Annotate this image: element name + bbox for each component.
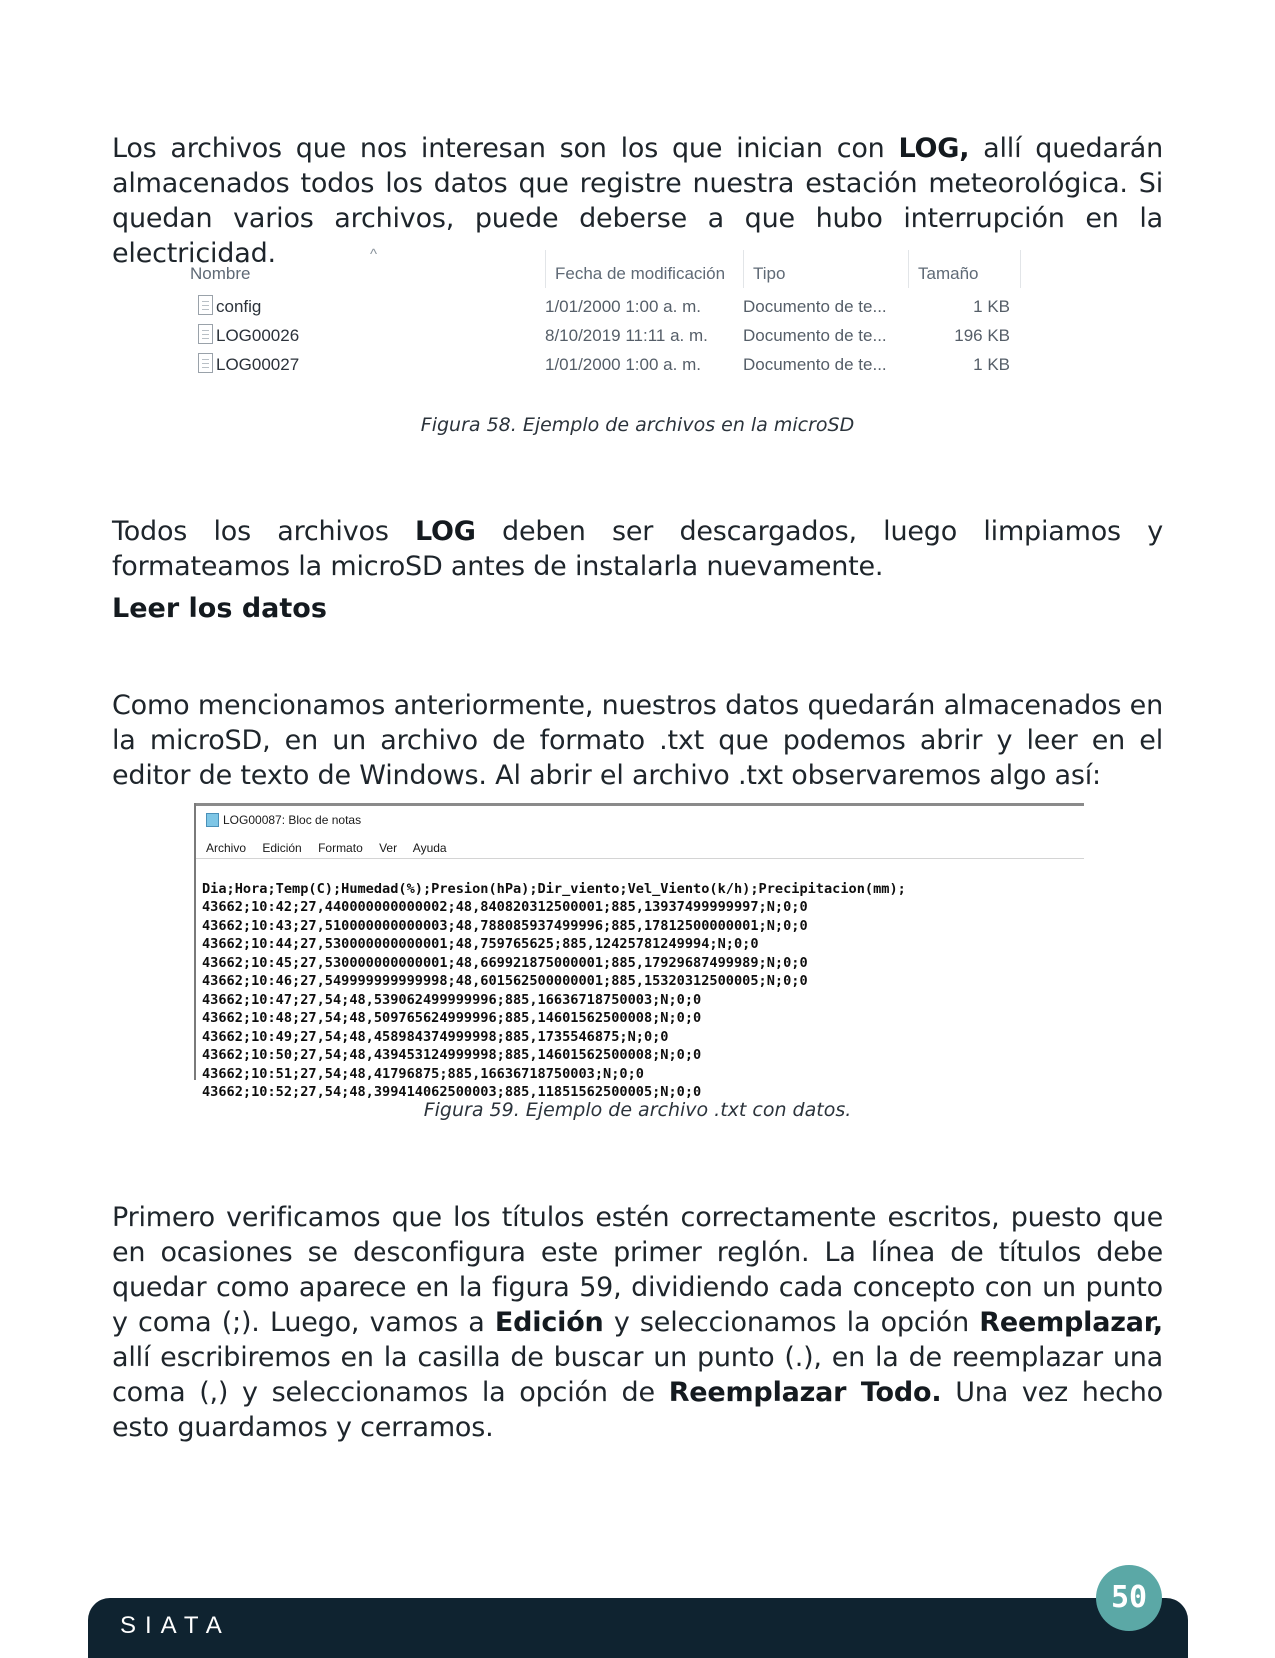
- bold-log: LOG,: [898, 133, 970, 164]
- text-file-icon: [198, 324, 213, 344]
- file-row[interactable]: [190, 350, 1070, 380]
- text-line: Dia;Hora;Temp(C);Humedad(%);Presion(hPa);Dir_viento;Vel_Viento(k/h);Precipitacion(mm);: [202, 880, 906, 897]
- file-explorer-figure: [190, 246, 1070, 400]
- file-size: 1 KB: [973, 297, 1010, 316]
- menu-ver[interactable]: Ver: [379, 841, 398, 855]
- column-divider: [1020, 250, 1021, 288]
- text-line: 43662;10:50;27,54;48,439453124999998;885,14601562500008;N;0;0: [202, 1047, 702, 1063]
- text: Los archivos que nos interesan son los que inician con: [112, 133, 899, 164]
- text-line: 43662;10:45;27,530000000000001;48,669921875000001;885,17929687499989;N;0;0: [202, 954, 808, 971]
- bold-log: LOG: [415, 516, 476, 547]
- file-row[interactable]: [190, 321, 1070, 351]
- figure-58-caption: Figura 58. Ejemplo de archivos en la microSD: [420, 414, 855, 436]
- figure-59-caption: Figura 59. Ejemplo de archivo .txt con datos.: [423, 1099, 852, 1121]
- text: Una vez hecho esto guardamos y cerramos.: [112, 1377, 1163, 1443]
- text: allí escribiremos en la casilla de buscar un punto (.), en la de reemplazar una coma (,) y seleccionamos la opción de: [112, 1342, 1163, 1408]
- notepad-window-figure: [194, 803, 1084, 1100]
- bold-edicion: Edición: [494, 1307, 604, 1338]
- file-size: 196 KB: [954, 326, 1010, 345]
- text: Primero verificamos que los títulos estén correctamente escritos, puesto que en ocasiones se desconfigura este primer reglón. La línea de títulos debe quedar como aparece en la figura 59, dividiendo cada concepto con un punto y coma (;). Luego, vamos a: [112, 1202, 1163, 1338]
- file-date: 1/01/2000 1:00 a. m.: [545, 355, 701, 374]
- text-line: 43662;10:42;27,440000000000002;48,840820312500001;885,13937499999997;N;0;0: [202, 899, 808, 915]
- file-type: Documento de te...: [743, 326, 887, 345]
- column-header-name[interactable]: Nombre: [190, 264, 251, 283]
- text-line: 43662;10:48;27,54;48,509765624999996;885,14601562500008;N;0;0: [202, 1010, 702, 1026]
- text: deben ser descargados, luego limpiamos y formateamos la microSD antes de instalarla nuevamente.: [112, 516, 1163, 582]
- menu-divider: [196, 858, 1084, 859]
- file-name: LOG00026: [216, 326, 300, 345]
- text-line: 43662;10:47;27,54;48,539062499999996;885,16636718750003;N;0;0: [202, 991, 702, 1008]
- footer-bar: [88, 1598, 1188, 1658]
- file-type: Documento de te...: [743, 355, 887, 374]
- file-date: 1/01/2000 1:00 a. m.: [545, 297, 701, 316]
- file-name: LOG00027: [216, 355, 300, 374]
- page-number-badge: 50: [1096, 1565, 1162, 1631]
- text-file-icon: [198, 353, 213, 373]
- notepad-titlebar: [206, 813, 361, 831]
- text: Todos los archivos: [112, 516, 415, 547]
- file-name: config: [216, 297, 262, 316]
- footer-label: SIATA: [120, 1612, 231, 1639]
- instructions-paragraph: [112, 1200, 1163, 1445]
- text-line: 43662;10:43;27,510000000000003;48,788085937499996;885,17812500000001;N;0;0: [202, 917, 808, 934]
- bold-reemplazar: Reemplazar,: [979, 1307, 1163, 1338]
- notepad-icon: [206, 813, 219, 827]
- menu-archivo[interactable]: Archivo: [206, 841, 247, 855]
- text-line: 43662;10:52;27,54;48,399414062500003;885,11851562500005;N;0;0: [202, 1084, 702, 1100]
- text: y seleccionamos la opción: [603, 1307, 980, 1338]
- column-divider: [545, 250, 546, 288]
- explorer-header: [190, 246, 1070, 284]
- column-header-size[interactable]: Tamaño: [918, 264, 979, 283]
- bold-reemplazar-todo: Reemplazar Todo.: [668, 1377, 942, 1408]
- notepad-text-area[interactable]: [202, 861, 906, 1139]
- file-type: Documento de te...: [743, 297, 887, 316]
- window-top-border: [196, 803, 1084, 806]
- window-title: LOG00087: Bloc de notas: [223, 813, 362, 827]
- column-divider: [743, 250, 744, 288]
- column-header-date[interactable]: Fecha de modificación: [555, 264, 726, 283]
- column-divider: [908, 250, 909, 288]
- notepad-menubar: [206, 841, 460, 855]
- text: allí quedarán almacenados todos los datos que registre nuestra estación meteorológica. Si quedan varios archivos, puede deberse a que hubo interrupción en la electricidad.: [112, 133, 1163, 269]
- text-line: 43662;10:44;27,530000000000001;48,759765625;885,12425781249994;N;0;0: [202, 936, 759, 952]
- text-line: 43662;10:49;27,54;48,458984374999998;885,1735546875;N;0;0: [202, 1028, 669, 1045]
- section-heading: Leer los datos: [112, 593, 327, 624]
- file-date: 8/10/2019 11:11 a. m.: [545, 326, 708, 345]
- sort-ascending-icon: ^: [370, 246, 378, 263]
- menu-formato[interactable]: Formato: [318, 841, 363, 855]
- column-header-type[interactable]: Tipo: [753, 264, 786, 283]
- file-size: 1 KB: [973, 355, 1010, 374]
- text-file-icon: [198, 295, 213, 315]
- download-paragraph: [112, 514, 1163, 584]
- file-row[interactable]: [190, 292, 1070, 322]
- text-line: 43662;10:51;27,54;48,41796875;885,16636718750003;N;0;0: [202, 1065, 644, 1082]
- menu-ayuda[interactable]: Ayuda: [412, 841, 447, 855]
- menu-edicion[interactable]: Edición: [262, 841, 302, 855]
- read-data-paragraph: Como mencionamos anteriormente, nuestros datos quedarán almacenados en la microSD, en un archivo de formato .txt que podemos abrir y leer en el editor de texto de Windows. Al abrir el archivo .txt observaremos algo así:: [112, 690, 1163, 791]
- text-line: 43662;10:46;27,549999999999998;48,601562500000001;885,15320312500005;N;0;0: [202, 973, 808, 989]
